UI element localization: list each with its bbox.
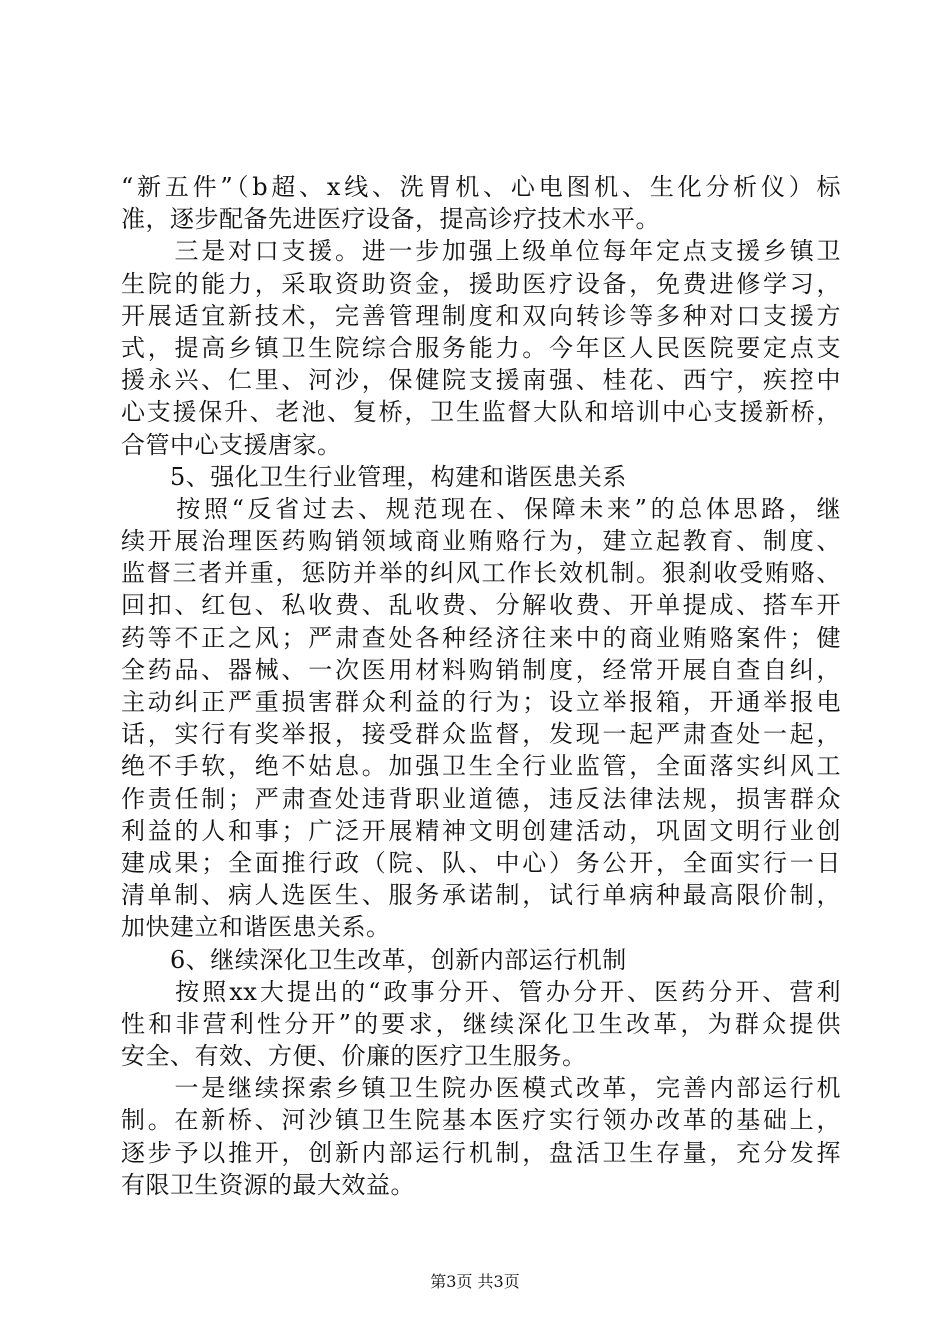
- text-line: 合管中心支援唐家。: [121, 430, 342, 459]
- text-line: 利益的人和事；广泛开展精神文明创建活动，巩固文明行业创: [121, 816, 841, 845]
- text-line: 心支援保升、老池、复桥，卫生监督大队和培训中心支援新桥，: [121, 398, 841, 427]
- text-line: 主动纠正严重损害群众利益的行为；设立举报箱，开通举报电: [121, 688, 841, 716]
- text-line: 制。在新桥、河沙镇卫生院基本医疗实行领办改革的基础上，: [121, 1106, 841, 1135]
- text-line: 性和非营利性分开”的要求，继续深化卫生改革，为群众提供: [121, 1009, 841, 1038]
- text-line: 全药品、器械、一次医用材料购销制度，经常开展自查自纠，: [121, 655, 841, 684]
- body-text: [121, 171, 841, 1201]
- text-line: 清单制、病人选医生、服务承诺制，试行单病种最高限价制，: [121, 881, 841, 910]
- text-line: 一是继续探索乡镇卫生院办医模式改革，完善内部运行机: [121, 1074, 841, 1103]
- section-heading: 6、继续深化卫生改革，创新内部运行机制: [121, 945, 627, 974]
- page-footer: 第3页 共3页: [430, 1272, 520, 1291]
- text-line: 有限卫生资源的最大效益。: [121, 1170, 415, 1199]
- text-line: 加快建立和谐医患关系。: [121, 913, 391, 942]
- text-line: 援永兴、仁里、河沙，保健院支援南强、桂花、西宁，疾控中: [121, 366, 841, 395]
- text-line: 逐步予以推开，创新内部运行机制，盘活卫生存量，充分发挥: [121, 1138, 841, 1167]
- text-line: 三是对口支援。进一步加强上级单位每年定点支援乡镇卫: [121, 237, 841, 266]
- text-line: 安全、有效、方便、价廉的医疗卫生服务。: [121, 1042, 587, 1071]
- text-line: 药等不正之风；严肃查处各种经济往来中的商业贿赂案件；健: [121, 623, 841, 652]
- text-line: 式，提高乡镇卫生院综合服务能力。今年区人民医院要定点支: [121, 333, 841, 362]
- text-line: 按照“反省过去、规范现在、保障未来”的总体思路，继: [121, 494, 841, 523]
- text-line: 回扣、红包、私收费、乱收费、分解收费、开单提成、搭车开: [121, 591, 841, 620]
- text-line: “新五件”（b超、x线、洗胃机、心电图机、生化分析仪）标: [121, 173, 841, 201]
- text-line: 准，逐步配备先进医疗设备，提高诊疗技术水平。: [121, 205, 660, 234]
- text-line: 续开展治理医药购销领域商业贿赂行为，建立起教育、制度、: [121, 527, 841, 556]
- text-line: 作责任制；严肃查处违背职业道德，违反法律法规，损害群众: [121, 784, 841, 813]
- text-line: 话，实行有奖举报，接受群众监督，发现一起严肃查处一起，: [121, 720, 841, 749]
- text-line: 开展适宜新技术，完善管理制度和双向转诊等多种对口支援方: [121, 301, 841, 330]
- text-line: 按照xx大提出的“政事分开、管办分开、医药分开、营利: [121, 977, 841, 1006]
- text-line: 绝不手软，绝不姑息。加强卫生全行业监管，全面落实纠风工: [121, 752, 841, 781]
- section-heading: 5、强化卫生行业管理，构建和谐医患关系: [121, 462, 627, 491]
- text-line: 建成果；全面推行政（院、队、中心）务公开，全面实行一日: [121, 848, 841, 877]
- text-line: 生院的能力，采取资助资金，援助医疗设备，免费进修学习，: [121, 269, 841, 298]
- text-line: 监督三者并重，惩防并举的纠风工作长效机制。狠刹收受贿赂、: [121, 559, 841, 588]
